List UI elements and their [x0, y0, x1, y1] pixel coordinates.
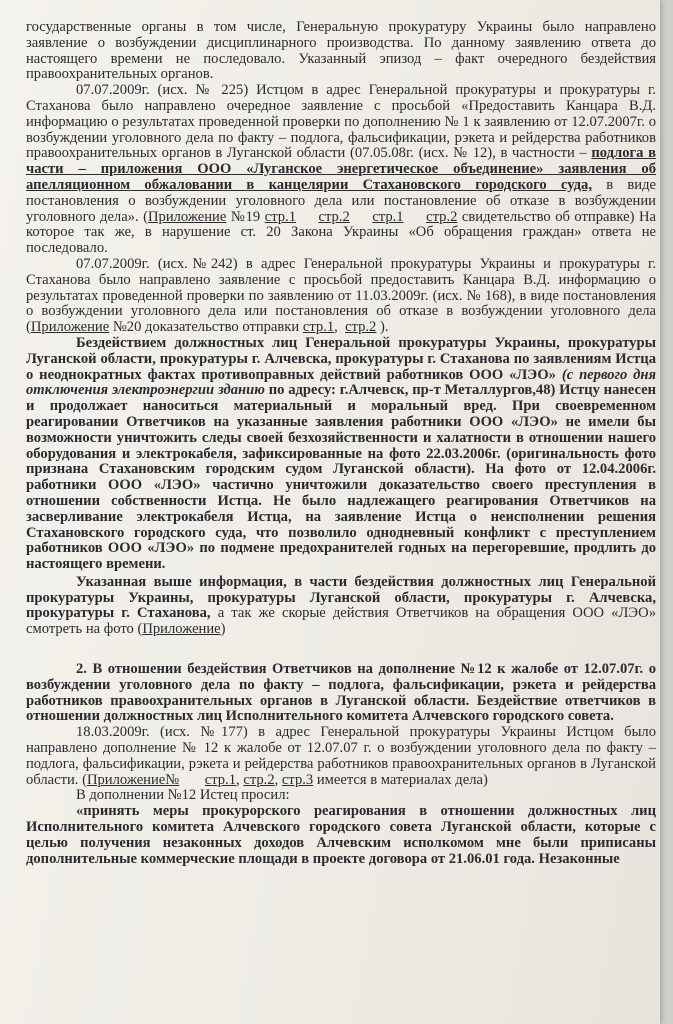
- appendix-link: Приложение: [30, 319, 110, 336]
- page-ref-4: стр.2: [426, 208, 458, 225]
- paragraph-7: 18.03.2009г. (исх. №177) в адрес Генеральной прокуратуры Украины Истцом было направлено дополнение № 12 к жалобе от 12.07.07 г. о возбуждении уголовного дела по факту – подлога, фальсификации, рэкета и рейдерства работников правоохранительных органов в Луганской области. (Приложение№ стр.1, стр.2, стр.3 имеется в материалах дела): [26, 724, 656, 788]
- paragraph-4: [26, 336, 656, 573]
- paragraph-3: 07.07.2009г. (исх.№242) в адрес Генеральной прокуратуры Украины и прокуратуры г. Стаханова было направлено заявление с просьбой предоставить Канцара В.Д. информацию о результатах проведенной проверки по заявлению от 11.03.2009г. (исх. № 168), в виде постановления о возбуждении уголовного дела или постановления об отказе в возбуждении уголовного дела (Приложение №20 доказательство отправки стр.1, стр.2 ).: [26, 255, 656, 336]
- appendix-link: Приложение: [142, 621, 221, 638]
- paragraph-2-tail: свидетельство об отправке) На которое так же, в нарушение ст. 20 Закона Украины «Об обращения граждан» ответа не последовало.: [26, 208, 656, 257]
- paragraph-2-text-cont: в виде постановления о возбуждении уголовного дела или постановление об отказе в возбуждении уголовного дела». (: [26, 176, 656, 225]
- paragraph-4-text: Бездействием должностных лиц Генеральной прокуратуры Украины, прокуратуры Луганской области, прокуратуры г. Алчевска, прокуратуры г. Стаханова по заявлениям Истца о неоднократных фактах противоправных действий работников ООО «ЛЭО»: [26, 334, 656, 383]
- appendix-link: Приложение: [148, 208, 227, 225]
- paragraph-3-tail: ).: [376, 319, 389, 336]
- paragraph-5: [26, 575, 656, 638]
- paragraph-5-tail: ): [220, 621, 226, 638]
- page-ref-3: стр.1: [372, 208, 404, 225]
- paragraph-2: [26, 83, 656, 257]
- paragraph-2-emphasis: подлога в части – приложения ООО «Луганское энергетическое объединение» заявления об апелляционном обжаловании в канцелярии Стахановского городского суда,: [26, 145, 656, 193]
- document-body: [26, 20, 656, 867]
- paragraph-2-text: 07.07.2009г. (исх. № 225) Истцом в адрес Генеральной прокуратуры и прокуратуры г. Стаханова было направлено очередное заявление с просьбой «Предоставить Канцара В.Д. информацию о результатах проведенной проверки по дополнению № 1 к заявлению от 12.07.2007г. о возбуждении уголовного дела по факту – подлога, фальсификации, рэкета и рейдерства работников правоохранительных органов в Луганской области (07.05.08г. (исх. № 12), в частности –: [26, 82, 656, 162]
- paragraph-4-text-cont: по адресу: г.Алчевск, пр-т Металлургов,48) Истцу нанесен и продолжает наноситься материальный и моральный вред. При своевременном реагировании Ответчиков на указанные заявления работники ООО «ЛЭО» не имели бы возможности уничтожить следы своей безхозяйственности и халатности в отношении нашего оборудования и электрокабеля, зафиксированные на фото 22.03.2006г. (оригинальность фото признана Стахановским городским судом Луганской области). На фото от 12.04.2006г. работники ООО «ЛЭО» частично уничтожили доказательство своего преступления в отношении собственности Истца. Не было надлежащего реагирования Ответчиков на засверливание электрокабеля Истца, на заявление Истца о неисполнении решения Стахановского городского суда, что позволило однодневный конфликт с преступлением работников ООО «ЛЭО» по подмене предохранителей годных на перегоревшие, продлить до настоящего времени.: [26, 382, 656, 573]
- page-ref-2: стр.2: [318, 208, 350, 225]
- section-heading-2: 2. В отношении бездействия Ответчиков на дополнение №12 к жалобе от 12.07.07г. о возбуждении уголовного дела по факту – подлога, фальсификации, рэкета и рейдерства работников правоохранительных органов в Луганской области. Бездействие ответчиков в отношении должностных лиц Исполнительного комитета Алчевского городского совета.: [26, 661, 656, 725]
- paragraph-3-text-cont: №20 доказательство отправки: [109, 319, 303, 336]
- page-ref-2: стр.2: [243, 771, 275, 788]
- paragraph-4-italic: (с первого дня отключения электроэнергии зданию: [26, 366, 656, 399]
- paragraph-5-text: а так же скорые действия Ответчиков на обращения ООО «ЛЭО» смотреть на фото (: [26, 605, 656, 638]
- page-ref-1: стр.1: [302, 319, 335, 336]
- page-ref-1: стр.1: [264, 208, 296, 225]
- appendix-number: №19: [226, 208, 265, 225]
- paragraph-3-text: 07.07.2009г. (исх.№242) в адрес Генеральной прокуратуры Украины и прокуратуры г. Стаханова было направлено заявление с просьбой предоставить Канцара В.Д. информацию о результатах проведенной проверки по заявлению от 11.03.2009г. (исх. № 168), в виде постановления о возбуждении уголовного дела или постановления об отказе в возбуждении уголовного дела (: [26, 255, 656, 336]
- paragraph-7-tail: имеется в материалах дела): [313, 771, 488, 788]
- paragraph-7-text: 18.03.2009г. (исх. №177) в адрес Генеральной прокуратуры Украины Истцом было направлено дополнение № 12 к жалобе от 12.07.07 г. о возбуждении уголовного дела по факту – подлога, фальсификации, рэкета и рейдерства работников правоохранительных органов в Луганской области. (: [26, 724, 656, 788]
- paragraph-9-quote: «принять меры прокурорского реагирования в отношении должностных лиц Исполнительного комитета Алчевского городского совета Луганской области, которые с целью получения незаконных доходов Алчевским исполкомом мне были приписаны дополнительные коммерческие площади в проекте договора от 21.06.01 года. Незаконные: [26, 803, 656, 867]
- paragraph-1: государственные органы в том числе, Генеральную прокуратуру Украины было направлено заявление о возбуждении дисциплинарного производства. По данному заявлению ответа до настоящего времени не последовало. Указанный эпизод – факт очередного бездействия правоохранительных органов.: [26, 19, 656, 83]
- paragraph-8: В дополнении №12 Истец просил:: [76, 787, 290, 804]
- page-ref-2: стр.2: [345, 319, 377, 336]
- page-ref-1: стр.1: [204, 771, 237, 788]
- page-ref-3: стр.3: [281, 771, 314, 788]
- appendix-link: Приложение№: [86, 771, 180, 788]
- paragraph-5-bold: Указанная выше информация, в части бездействия должностных лиц Генеральной прокуратуры Украины, прокуратуры Луганской области, прокуратуры г. Алчевска, прокуратуры г. Стаханова,: [26, 573, 656, 622]
